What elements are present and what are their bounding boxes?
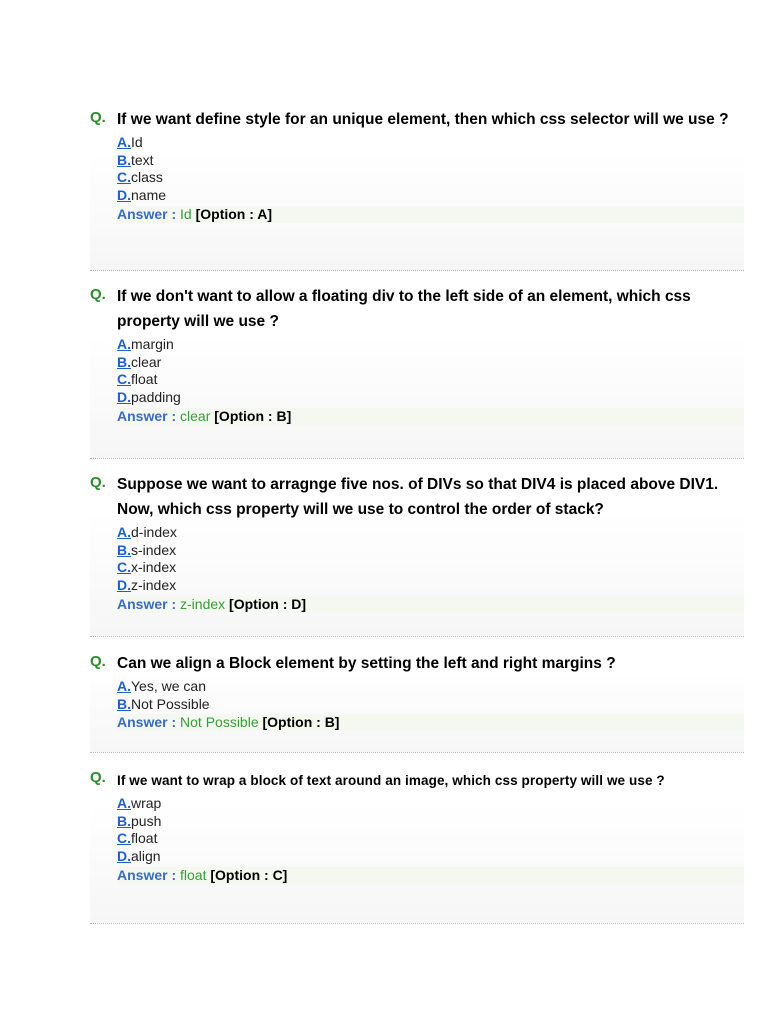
question-marker: Q. (90, 653, 106, 670)
answer-label: Answer : (117, 714, 177, 731)
answer-option: [Option : B] (262, 714, 340, 731)
answer-row (117, 206, 744, 223)
option-d-link[interactable]: D. (117, 577, 131, 594)
option-a-link[interactable]: A. (117, 336, 131, 352)
question-text: If we want define style for an unique element, then which css selector will we use ? (117, 111, 729, 128)
option-d-text: z-index (131, 577, 177, 594)
question-marker: Q. (90, 769, 106, 786)
question-marker: Q. (90, 109, 106, 126)
option-a-link[interactable]: A. (117, 524, 131, 540)
option-c (117, 830, 744, 848)
answer-label: Answer : (117, 595, 177, 612)
option-b-text: push (131, 812, 162, 829)
option-a-text: d-index (131, 524, 177, 540)
answer-value: z-index (180, 595, 226, 612)
question-text: If we want to wrap a block of text around an image, which css property will we use ? (117, 773, 665, 788)
answer-label: Answer : (117, 866, 177, 883)
option-a (117, 678, 744, 696)
answer-option: [Option : B] (214, 407, 292, 424)
option-b-link[interactable]: B. (117, 812, 131, 829)
option-a-link[interactable]: A. (117, 134, 131, 150)
question-marker: Q. (90, 286, 106, 303)
option-c-text: class (131, 169, 163, 186)
answer-option: [Option : A] (195, 205, 273, 222)
question-block (90, 637, 744, 753)
option-c (117, 371, 744, 389)
option-c-link[interactable]: C. (117, 169, 131, 186)
answer-row (117, 714, 744, 731)
option-b-link[interactable]: B. (117, 353, 131, 370)
option-b (117, 542, 744, 560)
option-d-link[interactable]: D. (117, 848, 131, 865)
question-text: If we don't want to allow a floating div to the left side of an element, which css property will we use ? (117, 288, 691, 330)
answer-row (117, 867, 744, 884)
option-a-text: margin (131, 336, 174, 352)
option-d (117, 389, 744, 407)
question-text: Can we align a Block element by setting the left and right margins ? (117, 655, 616, 672)
answer-label: Answer : (117, 205, 177, 222)
answer-option: [Option : C] (210, 866, 288, 883)
option-d-link[interactable]: D. (117, 187, 131, 204)
question-block (90, 104, 744, 271)
question-marker: Q. (90, 474, 106, 491)
option-a-text: wrap (131, 795, 162, 811)
option-b-text: clear (131, 353, 162, 370)
option-a (117, 524, 744, 542)
option-c-link[interactable]: C. (117, 371, 131, 388)
option-a-link[interactable]: A. (117, 678, 131, 694)
answer-value: clear (180, 407, 211, 424)
option-list (117, 795, 744, 866)
answer-row (117, 596, 744, 613)
answer-label: Answer : (117, 407, 177, 424)
option-d-link[interactable]: D. (117, 389, 131, 406)
option-b-text: text (131, 151, 154, 168)
option-list (117, 134, 744, 205)
answer-option: [Option : D] (229, 595, 307, 612)
option-d (117, 577, 744, 595)
question-block (90, 753, 744, 924)
option-d (117, 848, 744, 866)
question-text: Suppose we want to arragnge five nos. of DIVs so that DIV4 is placed above DIV1. Now, which css property will we use to control the order of stack? (117, 476, 719, 518)
option-b-link[interactable]: B. (117, 695, 131, 712)
option-c (117, 169, 744, 187)
option-c-text: float (131, 830, 158, 847)
option-d-text: align (131, 848, 161, 865)
option-b-link[interactable]: B. (117, 541, 131, 558)
option-c-link[interactable]: C. (117, 559, 131, 576)
option-a-link[interactable]: A. (117, 795, 131, 811)
option-d (117, 187, 744, 205)
answer-value: Id (180, 205, 192, 222)
question-list (90, 104, 744, 924)
option-b-text: s-index (131, 541, 177, 558)
option-a-text: Yes, we can (131, 678, 206, 694)
question-block (90, 459, 744, 637)
option-list (117, 524, 744, 595)
option-a-text: Id (131, 134, 143, 150)
option-list (117, 336, 744, 407)
option-b (117, 696, 744, 714)
option-list (117, 678, 744, 713)
option-a (117, 336, 744, 354)
option-d-text: padding (131, 389, 181, 406)
option-b (117, 152, 744, 170)
question-block (90, 281, 744, 459)
option-b-link[interactable]: B. (117, 151, 131, 168)
answer-value: Not Possible (180, 714, 259, 731)
option-b-text: Not Possible (131, 695, 210, 712)
answer-row (117, 408, 744, 425)
answer-value: float (180, 866, 207, 883)
option-c (117, 559, 744, 577)
option-c-text: x-index (131, 559, 177, 576)
option-b (117, 813, 744, 831)
option-b (117, 354, 744, 372)
option-d-text: name (131, 187, 167, 204)
option-c-text: float (131, 371, 158, 388)
option-c-link[interactable]: C. (117, 830, 131, 847)
option-a (117, 795, 744, 813)
option-a (117, 134, 744, 152)
